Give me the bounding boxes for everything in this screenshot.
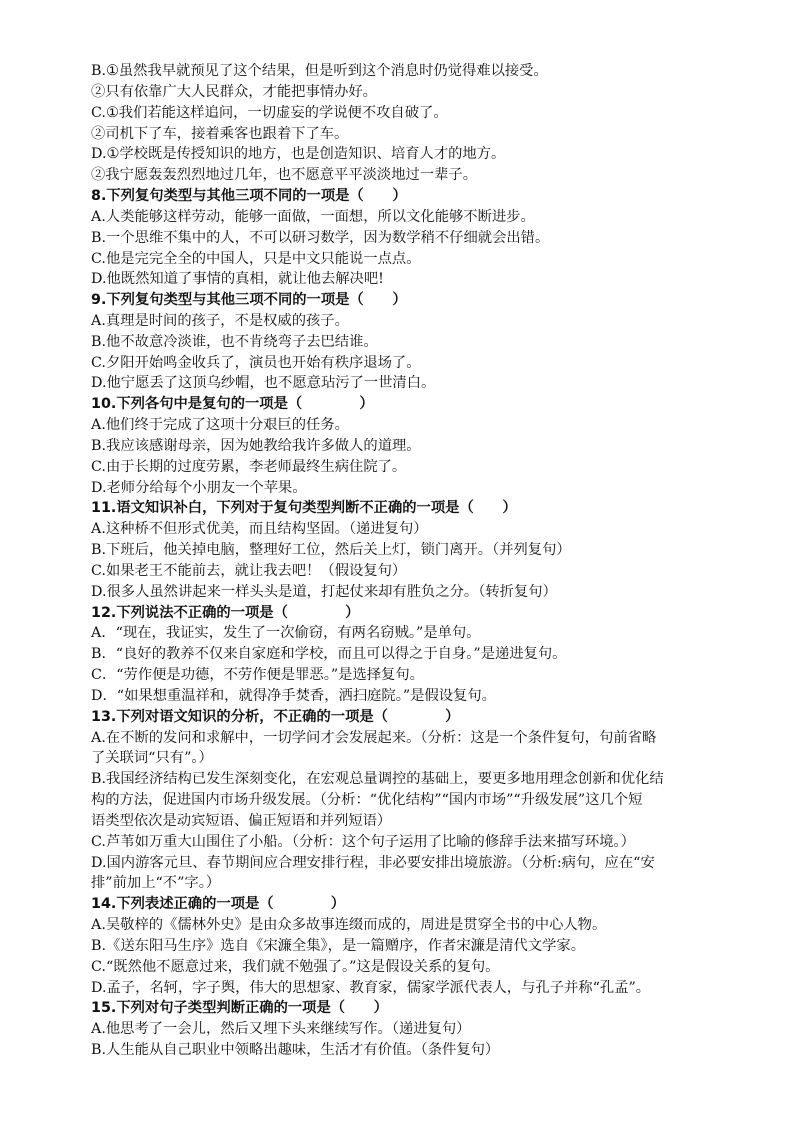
question-heading: 14.下列表述正确的一项是（ ） [91, 896, 346, 913]
option-line: B.我应该感谢母亲，因为她教给我许多做人的道理。 [91, 437, 421, 454]
question-heading: 11.语文知识补白，下列对于复句类型判断不正确的一项是（ ） [91, 500, 517, 517]
option-continuation: 排”前加上“不”字。） [91, 875, 221, 892]
option-line: C.他是完完全全的中国人，只是中文只能说一点点。 [91, 250, 421, 267]
option-line: A.真理是时间的孩子，不是权威的孩子。 [91, 313, 349, 329]
option-line: B.①虽然我早就预见了这个结果，但是听到这个消息时仍觉得难以接受。 [91, 63, 548, 79]
option-continuation: 构的方法，促进国内市场升级发展。（分析：“优化结构”“国内市场”“升级发展”这几个短 [91, 792, 643, 808]
option-line: ②司机下了车，接着乘客也跟着下了车。 [91, 125, 349, 142]
option-line: ②只有依靠广大人民群众，才能把事情办好。 [91, 83, 377, 100]
option-line: A.他们终于完成了这项十分艰巨的任务。 [91, 417, 349, 434]
option-line: D.孟子，名轲，字子舆，伟大的思想家、教育家，儒家学派代表人，与孔子并称“孔孟”。 [91, 979, 651, 996]
option-line: A.他思考了一会儿，然后又埋下头来继续写作。（递进复句） [91, 1021, 471, 1038]
option-line: B.《送东阳马生序》选自《宋濂全集》，是一篇赠序，作者宋濂是清代文学家。 [91, 937, 585, 954]
option-line: C.芦苇如万重大山围住了小船。（分析：这个句子运用了比喻的修辞手法来描写环境。） [91, 833, 635, 850]
question-heading: 9.下列复句类型与其他三项不同的一项是（ ） [91, 292, 407, 309]
option-line: B.下班后，他关掉电脑，整理好工位，然后关上灯，锁门离开。（并列复句） [91, 542, 571, 559]
option-line: C.“既然他不愿意过来，我们就不勉强了。”这是假设关系的复句。 [91, 958, 500, 975]
option-line: B.我国经济结构已发生深刻变化，在宏观总量调控的基础上，要更多地用理念创新和优化结 [91, 771, 664, 788]
question-heading: 15.下列对句子类型判断正确的一项是（ ） [91, 1000, 388, 1017]
question-heading: 12.下列说法不正确的一项是（ ） [91, 604, 360, 621]
option-line: D.他宁愿丢了这顶乌纱帽，也不愿意玷污了一世清白。 [91, 375, 436, 392]
option-line: C.如果老王不能前去，就让我去吧！（假设复句） [91, 562, 407, 579]
option-line: D．“如果想重温祥和，就得净手焚香，洒扫庭院。”是假设复句。 [91, 687, 496, 704]
question-heading: 8.下列复句类型与其他三项不同的一项是（ ） [91, 188, 407, 204]
option-line: B.人生能从自己职业中领略出趣味，生活才有价值。（条件复句） [91, 1042, 500, 1058]
option-line: D.老师分给每个小朋友一个苹果。 [91, 479, 307, 496]
question-heading: 10.下列各句中是复句的一项是（ ） [91, 396, 374, 413]
option-line: D.很多人虽然讲起来一样头头是道，打起仗来却有胜负之分。（转折复句） [91, 583, 557, 600]
option-line: A.人类能够这样劳动，能够一面做，一面想，所以文化能够不断进步。 [91, 208, 535, 225]
option-line: B.一个思维不集中的人，不可以研习数学，因为数学稍不仔细就会出错。 [91, 229, 550, 246]
question-heading: 13.下列对语文知识的分析，不正确的一项是（ ） [91, 708, 460, 725]
option-line: C.由于长期的过度劳累，李老师最终生病住院了。 [91, 458, 407, 475]
option-line: A．“现在，我证实，发生了一次偷窃，有两名窃贼。”是单句。 [91, 625, 481, 642]
option-continuation: 了关联词“只有”。） [91, 750, 213, 767]
option-line: A.这种桥不但形式优美，而且结构坚固。（递进复句） [91, 521, 428, 538]
option-line: C．“劳作便是功德，不劳作便是罪恶。”是选择复句。 [91, 667, 424, 684]
option-line: A.在不断的发问和求解中，一切学问才会发展起来。（分析：这是一个条件复句，句前省略 [91, 729, 657, 746]
option-line: B．“良好的教养不仅来自家庭和学校，而且可以得之于自身。”是递进复句。 [91, 646, 567, 663]
option-line: D.国内游客元旦、春节期间应合理安排行程，非必要安排出境旅游。（分析:病句，应在“安 [91, 854, 655, 871]
option-line: B.他不故意冷淡谁，也不肯绕弯子去巴结谁。 [91, 333, 378, 350]
option-line: D.他既然知道了事情的真相，就让他去解决吧! [91, 271, 384, 288]
option-line: ②我宁愿轰轰烈烈地过几年，也不愿意平平淡淡地过一辈子。 [91, 167, 478, 184]
option-line: A.吴敬梓的《儒林外史》是由众多故事连缀而成的，周进是贯穿全书的中心人物。 [91, 917, 607, 933]
option-continuation: 语类型依次是动宾短语、偏正短语和并列短语） [91, 812, 392, 829]
option-line: C.①我们若能这样追问，一切虚妄的学说便不攻自破了。 [91, 104, 448, 121]
option-line: C.夕阳开始鸣金收兵了，演员也开始有秩序退场了。 [91, 354, 421, 371]
option-line: D.①学校既是传授知识的地方，也是创造知识、培育人才的地方。 [91, 146, 506, 163]
